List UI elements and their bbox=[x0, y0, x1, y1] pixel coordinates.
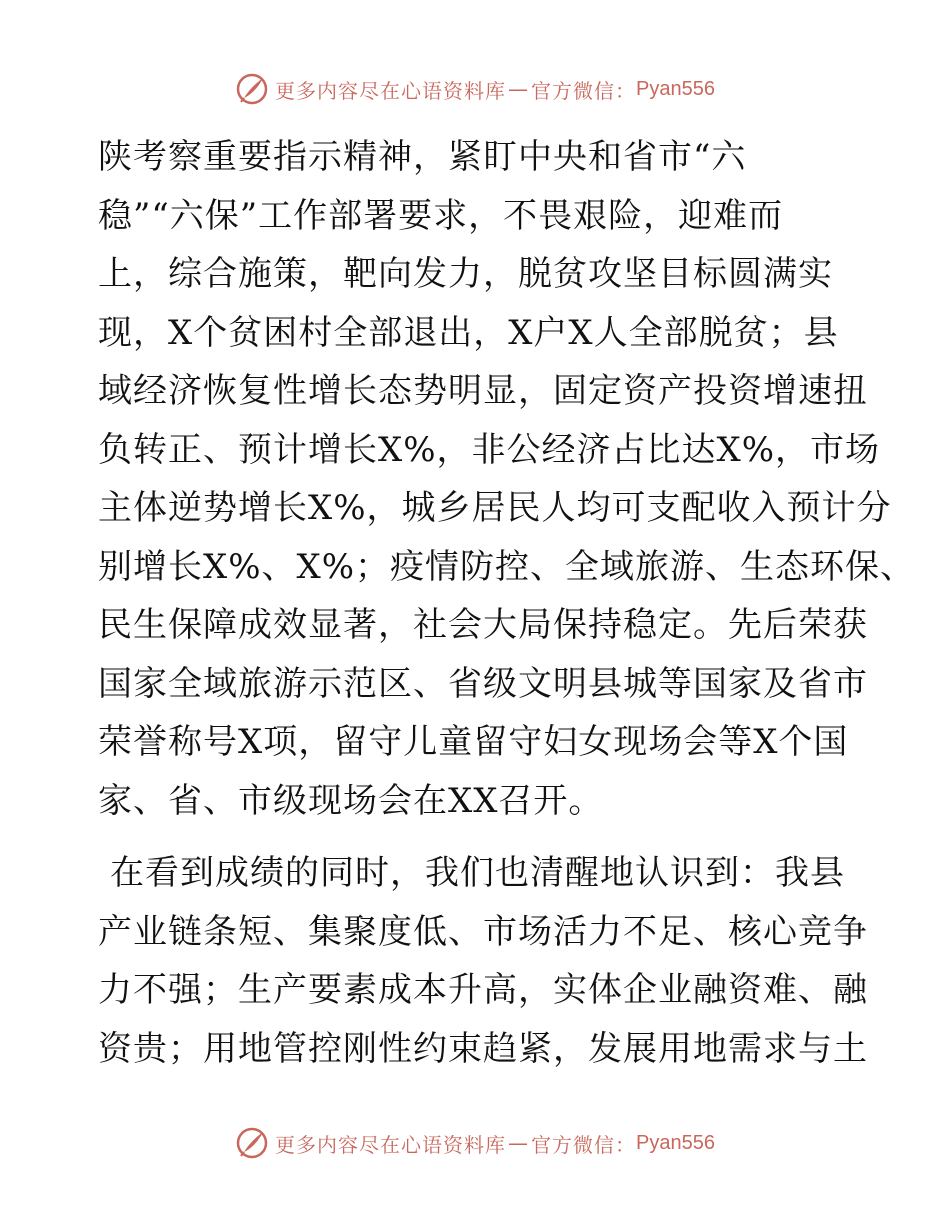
text-line: 资贵；用地管控刚性约束趋紧，发展用地需求与土 bbox=[98, 1028, 868, 1069]
text-line: 国家全域旅游示范区、省级文明县城等国家及省市 bbox=[98, 663, 868, 704]
watermark-separator: — bbox=[508, 1131, 530, 1155]
document-body bbox=[98, 128, 916, 1078]
quill-logo-icon bbox=[235, 1126, 269, 1160]
paragraph-2 bbox=[98, 844, 868, 1078]
watermark-text: 更多内容尽在心语资料库 bbox=[275, 78, 507, 103]
text-line: 上，综合施策，靶向发力，脱贫攻坚目标圆满实 bbox=[98, 254, 833, 294]
text-line: 在看到成绩的同时，我们也清醒地认识到：我县 bbox=[110, 853, 845, 893]
quill-logo-icon bbox=[235, 72, 269, 106]
text-line: 陕考察重要指示精神，紧盯中央和省市“六 bbox=[98, 137, 747, 177]
text-line: 产业链条短、集聚度低、市场活力不足、核心竞争 bbox=[98, 911, 868, 952]
watermark-wechat-label: 官方微信： bbox=[531, 1132, 637, 1157]
text-line: 民生保障成效显著，社会大局保持稳定。先后荣获 bbox=[98, 605, 868, 645]
watermark-wechat-id: Pyan556 bbox=[636, 77, 715, 100]
text-line: 主体逆势增长X%，城乡居民人均可支配收入预计分 bbox=[98, 488, 892, 528]
text-line: 力不强；生产要素成本升高，实体企业融资难、融 bbox=[98, 970, 868, 1010]
text-line: 稳”“六保”工作部署要求，不畏艰险，迎难而 bbox=[98, 195, 784, 236]
paragraph-1 bbox=[98, 128, 916, 830]
text-line: 荣誉称号X项，留守儿童留守妇女现场会等X个国 bbox=[98, 722, 849, 762]
text-line: 负转正、预计增长X%，非公经济占比达X%，市场 bbox=[98, 429, 881, 470]
watermark-separator: — bbox=[508, 77, 530, 101]
footer-watermark bbox=[0, 1126, 950, 1160]
watermark-text: 更多内容尽在心语资料库 bbox=[275, 1132, 507, 1157]
watermark-wechat-label: 官方微信： bbox=[531, 78, 637, 103]
text-line: 域经济恢复性增长态势明显，固定资产投资增速扭 bbox=[98, 371, 868, 411]
text-line: 家、省、市级现场会在XX召开。 bbox=[98, 780, 604, 821]
text-line: 别增长X%、X%；疫情防控、全域旅游、生态环保、 bbox=[98, 546, 916, 587]
text-line: 现，X个贫困村全部退出，X户X人全部脱贫；县 bbox=[98, 312, 839, 353]
header-watermark bbox=[0, 72, 950, 106]
watermark-wechat-id: Pyan556 bbox=[636, 1131, 715, 1154]
